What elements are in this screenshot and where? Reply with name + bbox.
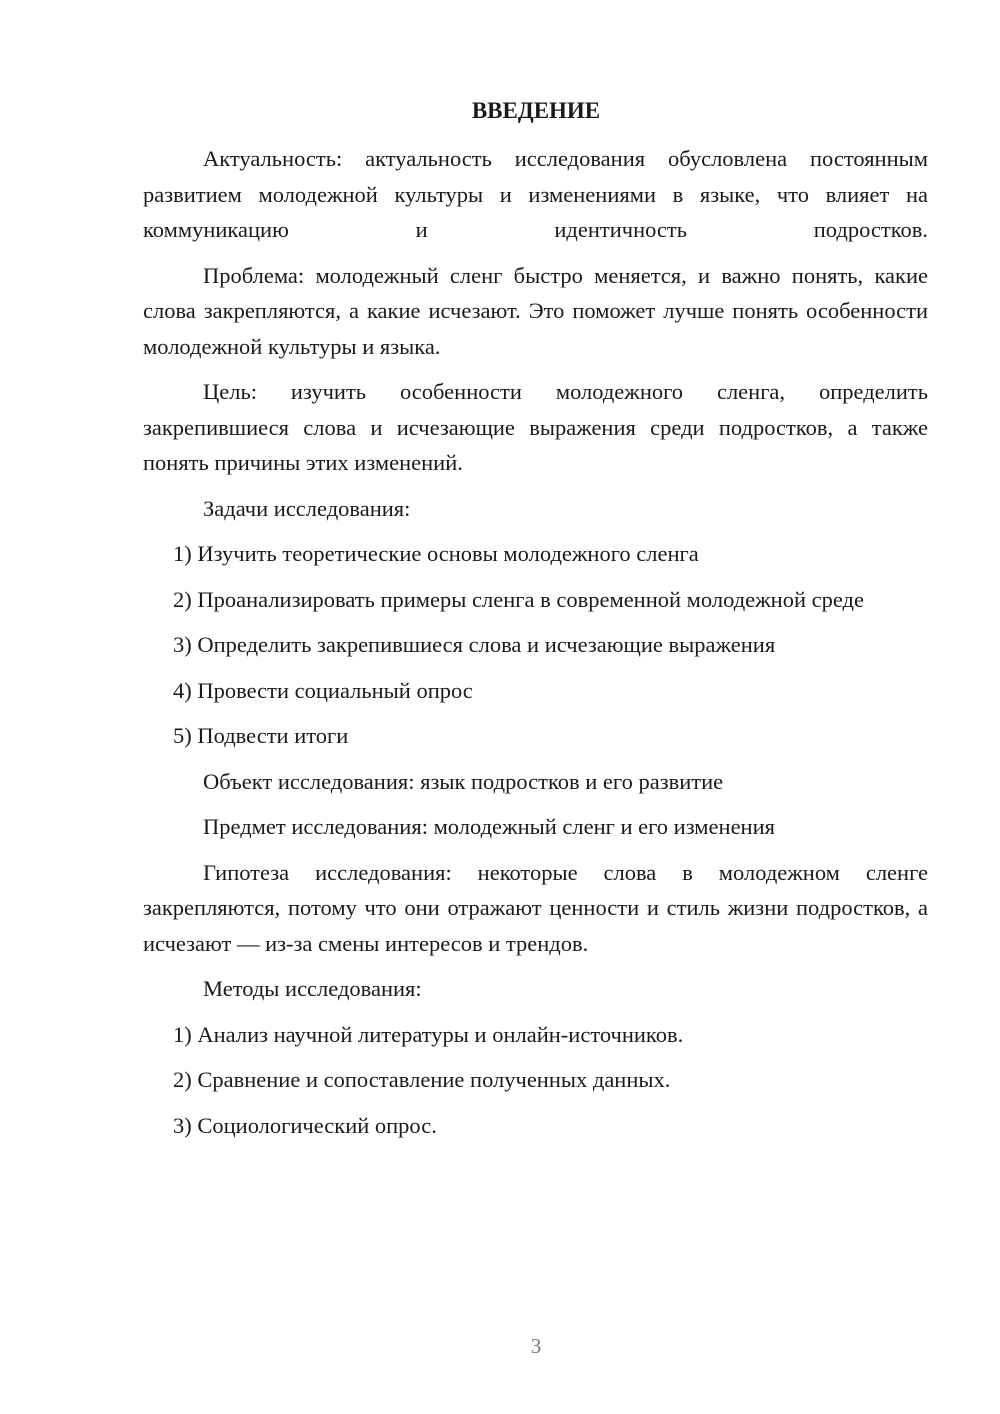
method-item-2: 2) Сравнение и сопоставление полученных данных.: [173, 1067, 671, 1092]
paragraph-goal: Цель: изучить особенности молодежного сленга, определить закрепившиеся слова и исчезающие выражения среди подростков, а также понять причины этих изменений.: [143, 379, 928, 475]
task-item-1: 1) Изучить теоретические основы молодежного сленга: [173, 541, 699, 566]
task-item-2: 2) Проанализировать примеры сленга в современной молодежной среде: [173, 586, 864, 612]
paragraph-hypothesis: Гипотеза исследования: некоторые слова в молодежном сленге закрепляются, потому что они отражают ценности и стиль жизни подростков, а исчезают — из-за смены интересов и трендов.: [143, 859, 928, 956]
paragraph-tasks-heading: Задачи исследования:: [203, 495, 411, 521]
task-item-3: 3) Определить закрепившиеся слова и исчезающие выражения: [173, 632, 776, 657]
paragraph-object: Объект исследования: язык подростков и его развитие: [203, 768, 724, 794]
method-item-3: 3) Социологический опрос.: [173, 1112, 437, 1138]
paragraph-methods-heading: Методы исследования:: [203, 976, 422, 1001]
task-item-4: 4) Провести социальный опрос: [173, 677, 473, 703]
page-number: 3: [530, 1334, 542, 1358]
body-text: [143, 141, 928, 1153]
paragraph-subject: Предмет исследования: молодежный сленг и его изменения: [203, 814, 775, 839]
section-heading: ВВЕДЕНИЕ: [471, 98, 601, 123]
task-item-5: 5) Подвести итоги: [173, 723, 349, 748]
paragraph-relevance: Актуальность: актуальность исследования обусловлена постоянным развитием молодежной культуры и изменениями в языке, что влияет на коммуникацию и идентичность подростков.: [143, 146, 928, 242]
method-item-1: 1) Анализ научной литературы и онлайн-источников.: [173, 1021, 684, 1047]
paragraph-problem: Проблема: молодежный сленг быстро меняется, и важно понять, какие слова закрепляются, а какие исчезают. Это поможет лучше понять особенности молодежной культуры и языка.: [143, 262, 928, 359]
